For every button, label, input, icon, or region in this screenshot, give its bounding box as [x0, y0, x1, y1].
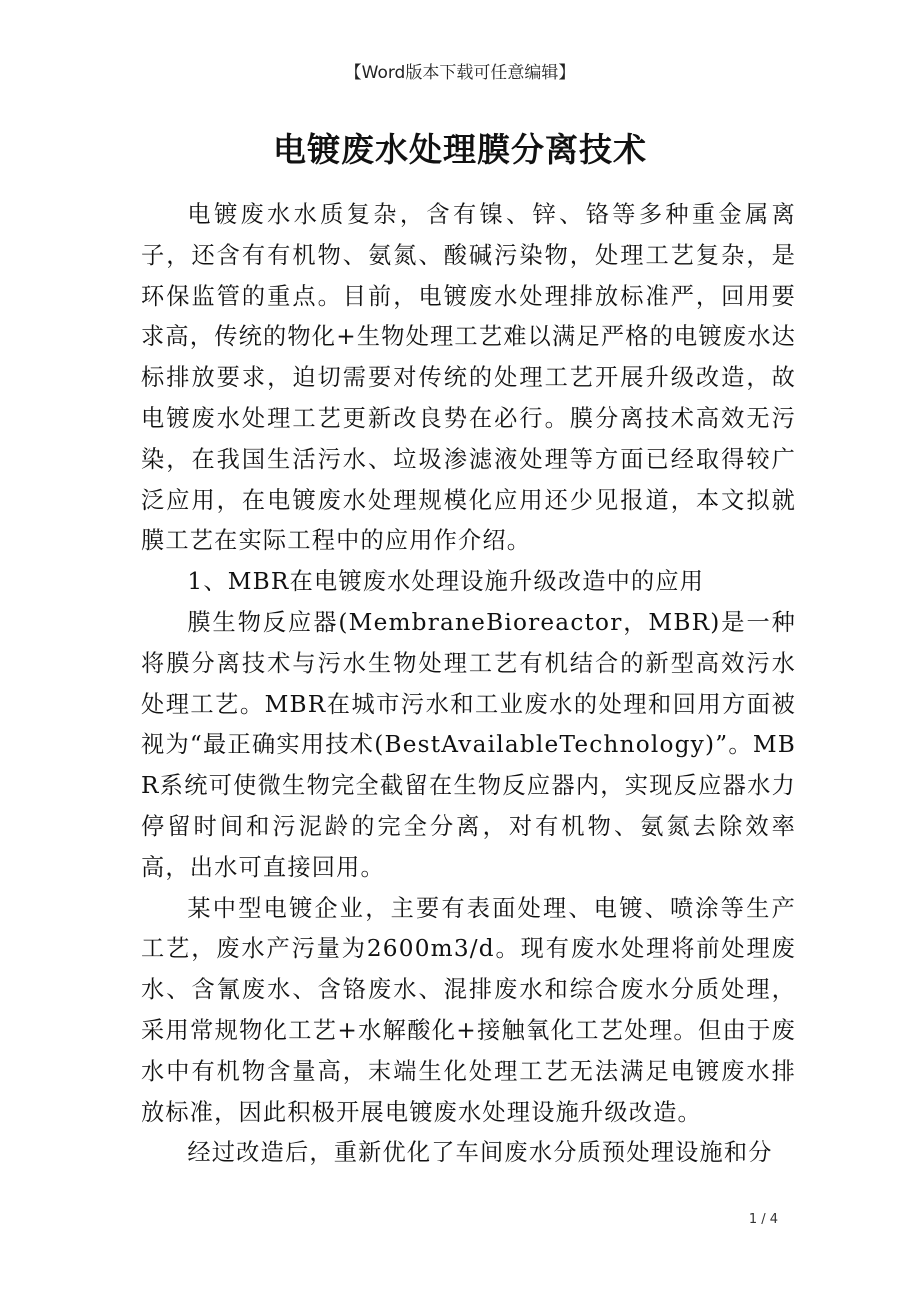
- paragraph-case-study: 某中型电镀企业，主要有表面处理、电镀、喷涂等生产工艺，废水产污量为2600m3/d。现有废水处理将前处理废水、含氰废水、含铬废水、混排废水和综合废水分质处理，采用常规物化工艺+水解酸化+接触氧化工艺处理。但由于废水中有机物含量高，末端生化处理工艺无法满足电镀废水排放标准，因此积极开展电镀废水处理设施升级改造。: [141, 894, 796, 1126]
- body-text: [141, 195, 796, 1174]
- page-number: 1 / 4: [748, 1212, 778, 1227]
- section-heading-mbr: 1、MBR在电镀废水处理设施升级改造中的应用: [187, 568, 705, 596]
- paragraph-retrofit: 经过改造后，重新优化了车间废水分质预处理设施和分: [187, 1139, 773, 1167]
- paragraph-mbr-definition: 膜生物反应器(MembraneBioreactor，MBR)是一种将膜分离技术与污水生物处理工艺有机结合的新型高效污水处理工艺。MBR在城市污水和工业废水的处理和回用方面被视为“最正确实用技术(BestAvailableTechnology)”。MBR系统可使微生物完全截留在生物反应器内，实现反应器水力停留时间和污泥龄的完全分离，对有机物、氨氮去除效率高，出水可直接回用。: [141, 608, 796, 881]
- paragraph-intro: 电镀废水水质复杂，含有镍、锌、铬等多种重金属离子，还含有有机物、氨氮、酸碱污染物，处理工艺复杂，是环保监管的重点。目前，电镀废水处理排放标准严，回用要求高，传统的物化+生物处理工艺难以满足严格的电镀废水达标排放要求，迫切需要对传统的处理工艺开展升级改造，故电镀废水处理工艺更新改良势在必行。膜分离技术高效无污染，在我国生活污水、垃圾渗滤液处理等方面已经取得较广泛应用，在电镀废水处理规模化应用还少见报道，本文拟就膜工艺在实际工程中的应用作介绍。: [141, 201, 796, 555]
- header-note: 【Word版本下载可任意编辑】: [344, 63, 576, 83]
- page-title: 电镀废水处理膜分离技术: [273, 130, 647, 169]
